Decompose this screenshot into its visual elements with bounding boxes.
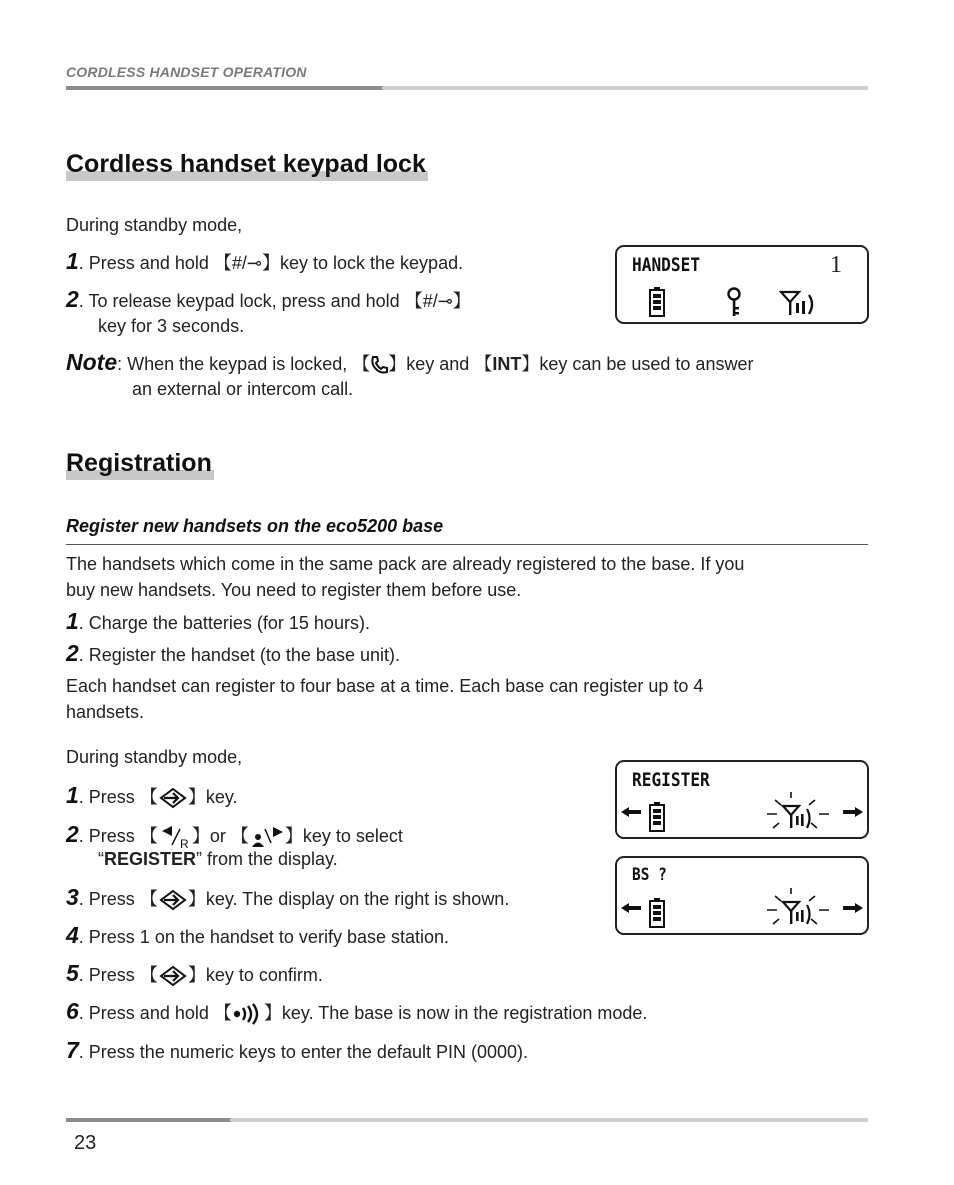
section-title-registration: Registration bbox=[66, 448, 214, 480]
registration-para1-line1: The handsets which come in the same pack are already registered to the base. If you bbox=[66, 554, 745, 574]
register-option-label: REGISTER bbox=[104, 849, 197, 869]
list-text: . Register the handset (to the base unit). bbox=[78, 645, 400, 665]
registration-step-3 bbox=[66, 884, 509, 912]
lcd-label: BS ? bbox=[632, 865, 667, 885]
list-item bbox=[66, 608, 370, 636]
running-header: CORDLESS HANDSET OPERATION bbox=[66, 64, 307, 80]
footer-rule-dark bbox=[66, 1118, 230, 1122]
step-number: 1 bbox=[66, 782, 79, 808]
ok-key-icon: 【 】 bbox=[139, 787, 206, 807]
step-number: 4 bbox=[66, 922, 79, 948]
register-lcd-display bbox=[615, 760, 869, 839]
registration-step-2 bbox=[66, 821, 403, 849]
header-rule-light bbox=[382, 86, 868, 90]
handset-lcd-display bbox=[615, 245, 869, 324]
step-text: . Press the numeric keys to enter the default PIN (0000). bbox=[78, 1042, 529, 1062]
keypad-lock-intro: During standby mode, bbox=[66, 215, 243, 235]
step-text: . Press and hold bbox=[78, 1003, 209, 1023]
footer-rule-light bbox=[230, 1118, 868, 1122]
step-text-post: key. The display on the right is shown. bbox=[205, 889, 510, 909]
step-text: . Press bbox=[78, 787, 135, 807]
svg-text:R: R bbox=[179, 837, 189, 850]
list-number: 1 bbox=[66, 608, 79, 634]
talk-key-icon: 【 】 bbox=[352, 354, 407, 374]
registration-para1-line2: buy new handsets. You need to register them before use. bbox=[66, 580, 522, 600]
registration-subtitle: Register new handsets on the eco5200 base bbox=[66, 516, 444, 536]
step-text: . Press bbox=[78, 889, 135, 909]
registration-step-1 bbox=[66, 782, 238, 810]
step-text-post: key to select bbox=[302, 826, 403, 846]
hash-lock-key-icon: 【#/⊸】 bbox=[213, 253, 280, 273]
list-item bbox=[66, 640, 400, 668]
registration-step-7 bbox=[66, 1037, 528, 1065]
ok-key-icon: 【 】 bbox=[139, 965, 206, 985]
battery-icon bbox=[649, 898, 665, 928]
step-text-post: key. The base is now in the registration mode. bbox=[281, 1003, 648, 1023]
step-text-post: key to confirm. bbox=[205, 965, 323, 985]
step-text-line2: ” from the display. bbox=[196, 849, 338, 869]
keypad-lock-note-line2: an external or intercom call. bbox=[132, 379, 354, 399]
list-text: . Charge the batteries (for 15 hours). bbox=[78, 613, 370, 633]
battery-icon bbox=[649, 802, 665, 832]
note-text-post: key can be used to answer bbox=[539, 354, 754, 374]
lcd-label: REGISTER bbox=[632, 769, 710, 791]
right-arrow-icon bbox=[843, 806, 863, 818]
note-text-mid: key and bbox=[406, 354, 470, 374]
keypad-lock-step-2 bbox=[66, 286, 471, 314]
registration-para2-line2: handsets. bbox=[66, 702, 145, 722]
ok-key-icon: 【 】 bbox=[139, 889, 206, 909]
header-rule-dark bbox=[66, 86, 382, 90]
step-number: 1 bbox=[66, 248, 79, 274]
lcd-label: HANDSET bbox=[632, 254, 701, 276]
hash-lock-key-icon: 【#/⊸】 bbox=[404, 291, 471, 311]
or-text: or bbox=[209, 826, 226, 846]
keypad-lock-step-2-line2: key for 3 seconds. bbox=[98, 316, 245, 336]
note-label: Note bbox=[66, 349, 118, 375]
registration-step-6 bbox=[66, 998, 647, 1026]
key-icon bbox=[726, 287, 742, 317]
step-text-post: key to lock the keypad. bbox=[279, 253, 464, 273]
registration-intro: During standby mode, bbox=[66, 747, 243, 767]
registration-para2-line1: Each handset can register to four base at a time. Each base can register up to 4 bbox=[66, 676, 704, 696]
step-text: . Press bbox=[78, 826, 135, 846]
right-arrow-icon bbox=[843, 902, 863, 914]
step-number: 2 bbox=[66, 286, 79, 312]
quote-open: “ bbox=[98, 849, 104, 869]
section-title-keypad-lock: Cordless handset keypad lock bbox=[66, 149, 428, 181]
bs-lcd-display bbox=[615, 856, 869, 935]
page-base-key-icon: 【 】 bbox=[213, 1003, 282, 1023]
subtitle-rule bbox=[66, 544, 868, 545]
registration-step-4 bbox=[66, 922, 449, 950]
flashing-antenna-icon bbox=[763, 886, 833, 930]
step-number: 5 bbox=[66, 960, 79, 986]
step-text: . Press and hold bbox=[78, 253, 209, 273]
keypad-lock-note bbox=[66, 349, 753, 377]
left-arrow-icon bbox=[621, 902, 641, 914]
list-number: 2 bbox=[66, 640, 79, 666]
left-arrow-icon bbox=[621, 806, 641, 818]
step-number: 6 bbox=[66, 998, 79, 1024]
registration-step-5 bbox=[66, 960, 323, 988]
antenna-icon bbox=[779, 289, 819, 317]
step-text: . Press 1 on the handset to verify base station. bbox=[78, 927, 450, 947]
note-text: : When the keypad is locked, bbox=[117, 354, 348, 374]
page-number: 23 bbox=[74, 1132, 97, 1154]
registration-step-2-line2 bbox=[98, 846, 338, 872]
lcd-handset-number: 1 bbox=[830, 252, 842, 278]
step-text-post: key. bbox=[205, 787, 238, 807]
step-text: . To release keypad lock, press and hold bbox=[78, 291, 400, 311]
int-key-icon: 【INT】 bbox=[474, 354, 540, 374]
right-phonebook-key-icon: 【 】 bbox=[230, 826, 303, 846]
flashing-antenna-icon bbox=[763, 790, 833, 834]
step-text: . Press bbox=[78, 965, 135, 985]
left-redial-key-icon: 【 R 】 bbox=[139, 826, 210, 850]
battery-icon bbox=[649, 287, 665, 317]
step-number: 7 bbox=[66, 1037, 79, 1063]
step-number: 2 bbox=[66, 821, 79, 847]
step-number: 3 bbox=[66, 884, 79, 910]
keypad-lock-step-1 bbox=[66, 248, 463, 276]
